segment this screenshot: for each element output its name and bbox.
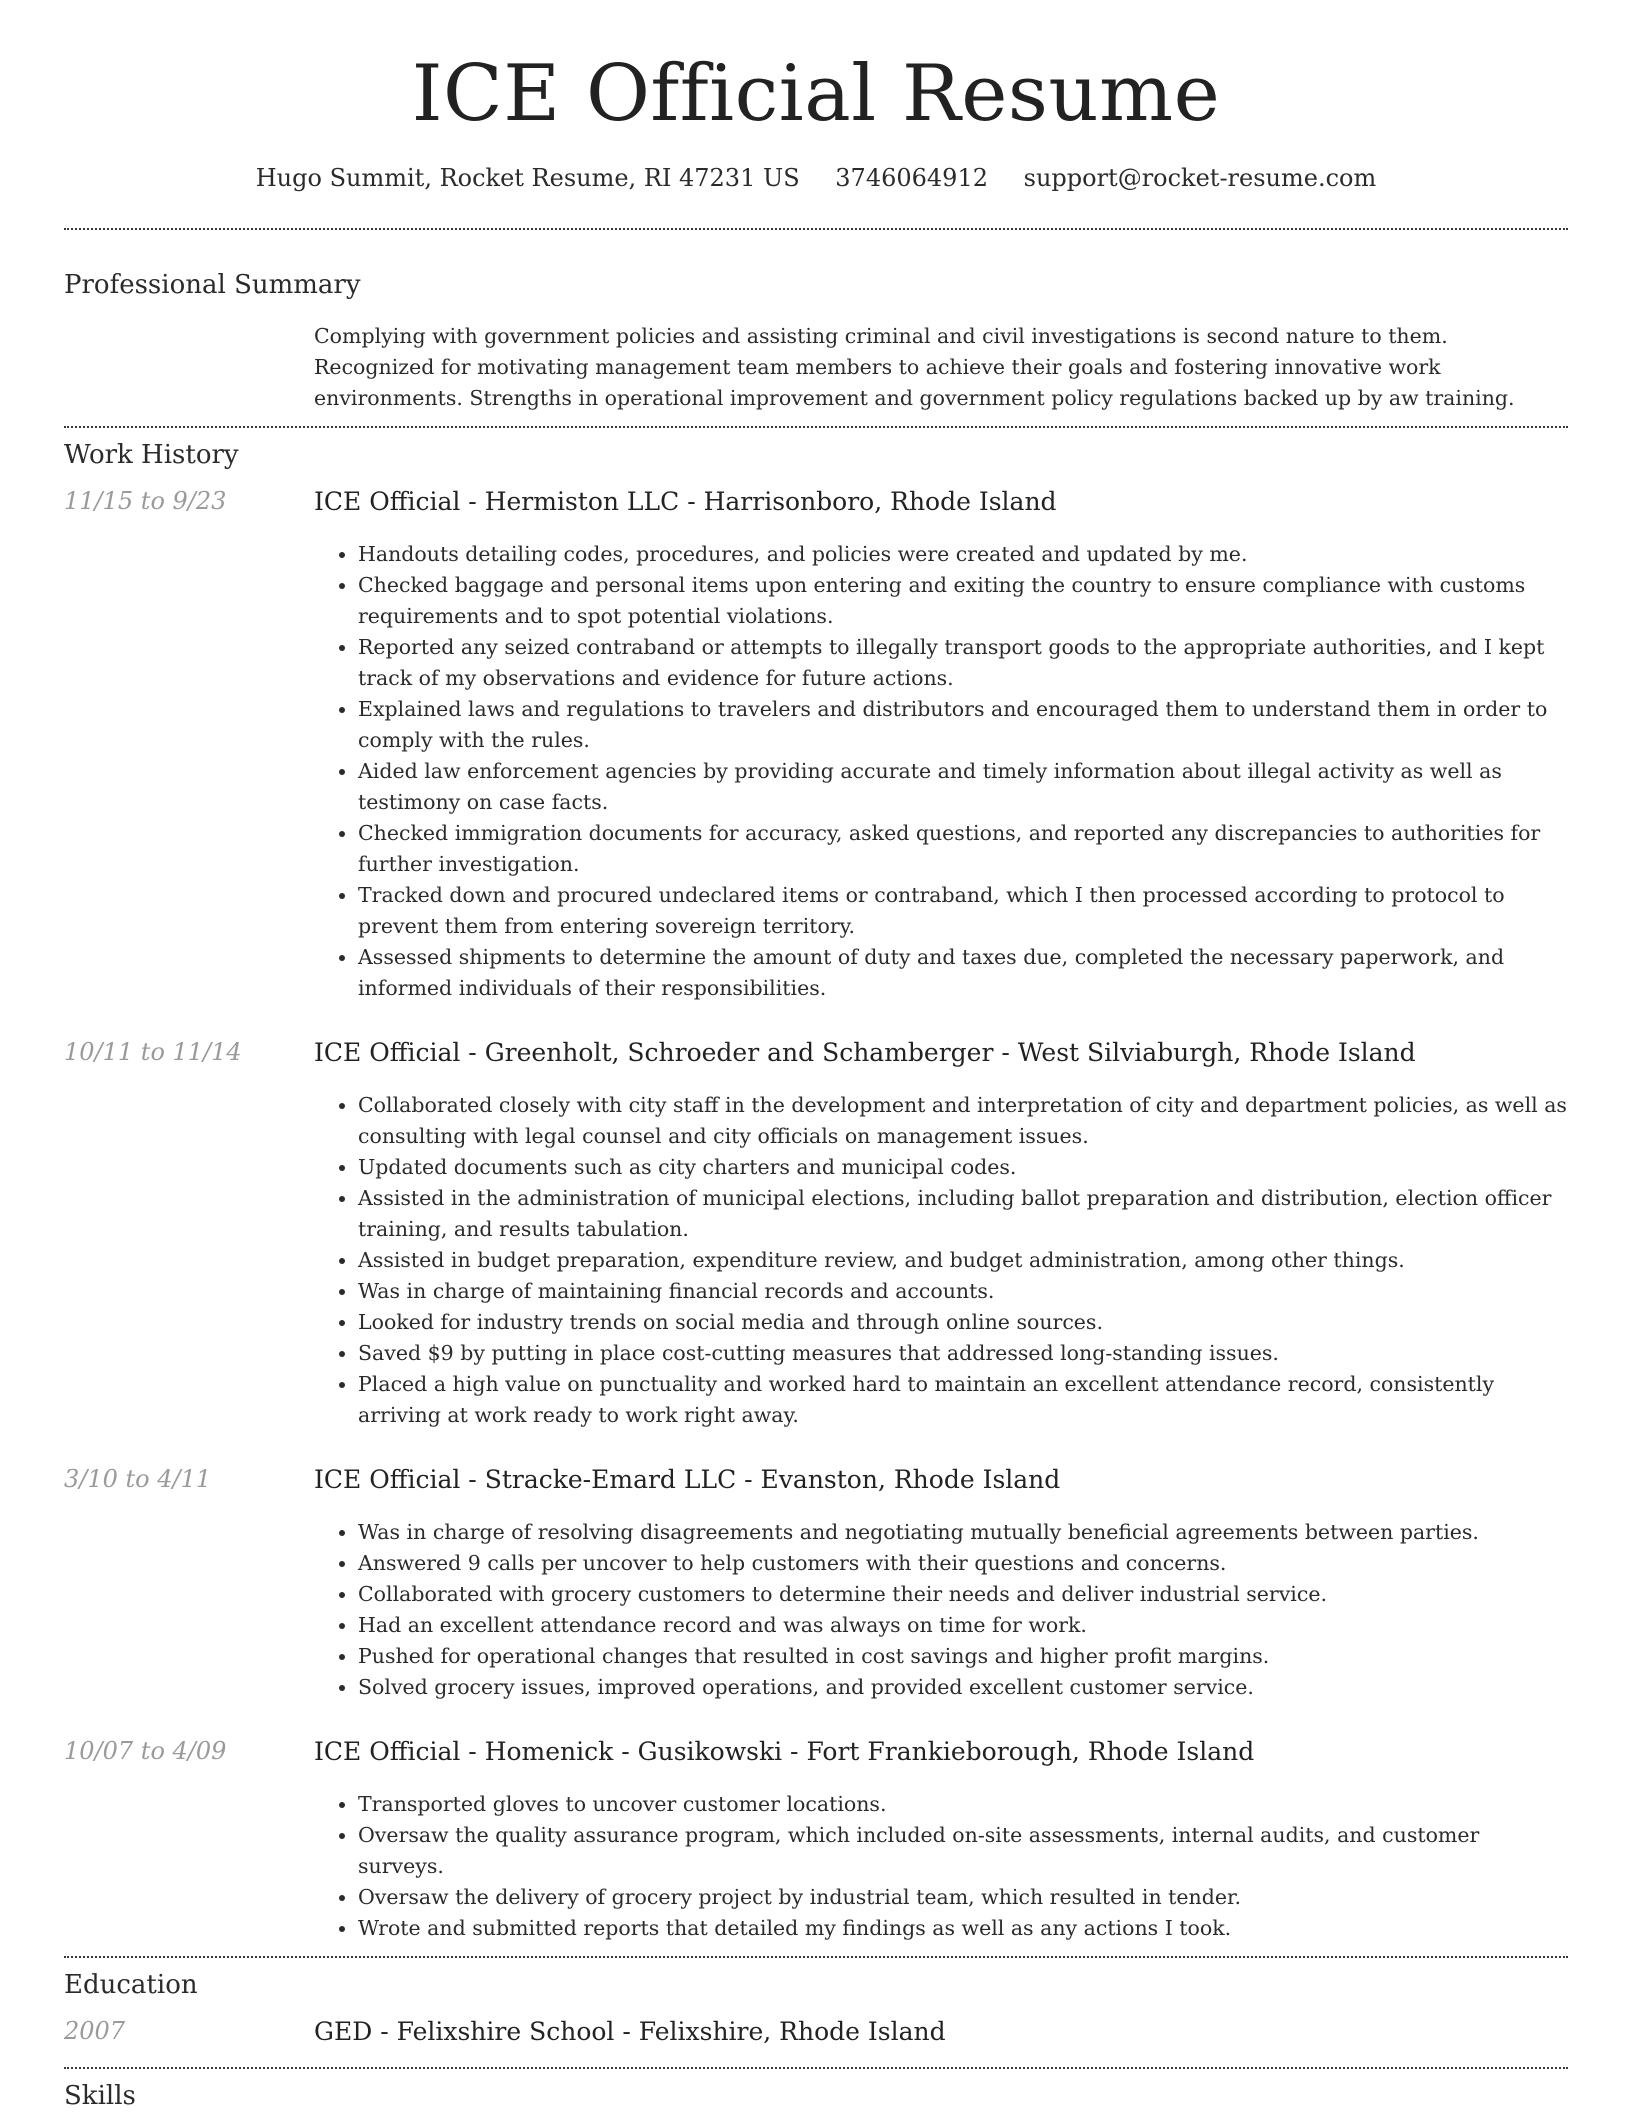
contact-email: support@rocket-resume.com <box>1023 163 1377 192</box>
contact-line <box>64 164 1568 192</box>
duty-item: • Assisted in the administration of municipal elections, including ballot preparation and distribution, election officer training, and results tabulation. <box>358 1183 1568 1245</box>
duty-item: • Placed a high value on punctuality and worked hard to maintain an excellent attendance record, consistently arriving at work ready to work right away. <box>358 1369 1568 1431</box>
duty-item: • Updated documents such as city charters and municipal codes. <box>358 1152 1568 1183</box>
education-heading: Education <box>64 1970 198 2001</box>
duty-item: • Reported any seized contraband or attempts to illegally transport goods to the appropriate authorities, and I kept track of my observations and evidence for future actions. <box>358 632 1568 694</box>
work-history-heading: Work History <box>64 439 239 470</box>
job-dates: 10/11 to 11/14 <box>64 1038 242 1067</box>
job-dates: 3/10 to 4/11 <box>64 1465 212 1494</box>
duty-item: • Transported gloves to uncover customer locations. <box>358 1789 1568 1820</box>
job-dates: 11/15 to 9/23 <box>64 487 227 516</box>
duty-item: • Pushed for operational changes that resulted in cost savings and higher profit margins. <box>358 1641 1568 1672</box>
contact-address: Hugo Summit, Rocket Resume, RI 47231 US <box>255 163 800 192</box>
duty-item: • Answered 9 calls per uncover to help customers with their questions and concerns. <box>358 1548 1568 1579</box>
education-title: GED - Felixshire School - Felixshire, Rhode Island <box>314 2017 946 2047</box>
duty-item: • Saved $9 by putting in place cost-cutting measures that addressed long-standing issues. <box>358 1338 1568 1369</box>
duty-item: • Looked for industry trends on social media and through online sources. <box>358 1307 1568 1338</box>
divider <box>64 2067 1568 2069</box>
job-entry <box>64 1038 1568 1431</box>
summary-heading: Professional Summary <box>64 269 361 300</box>
job-duties <box>314 539 1568 1004</box>
duty-item: • Handouts detailing codes, procedures, and policies were created and updated by me. <box>358 539 1568 570</box>
duty-item: • Checked baggage and personal items upon entering and exiting the country to ensure compliance with customs requirements and to spot potential violations. <box>358 570 1568 632</box>
divider <box>64 1956 1568 1958</box>
job-duties <box>314 1789 1568 1944</box>
duty-item: • Oversaw the quality assurance program, which included on-site assessments, internal audits, and customer surveys. <box>358 1820 1568 1882</box>
duty-item: • Assessed shipments to determine the amount of duty and taxes due, completed the necessary paperwork, and informed individuals of their responsibilities. <box>358 942 1568 1004</box>
job-duties <box>314 1090 1568 1431</box>
duty-item: • Had an excellent attendance record and was always on time for work. <box>358 1610 1568 1641</box>
duty-item: • Aided law enforcement agencies by providing accurate and timely information about illegal activity as well as testimony on case facts. <box>358 756 1568 818</box>
job-title: ICE Official - Hermiston LLC - Harrisonboro, Rhode Island <box>314 487 1057 517</box>
duty-item: • Tracked down and procured undeclared items or contraband, which I then processed according to protocol to prevent them from entering sovereign territory. <box>358 880 1568 942</box>
duty-item: • Explained laws and regulations to travelers and distributors and encouraged them to understand them in order to comply with the rules. <box>358 694 1568 756</box>
job-title: ICE Official - Stracke-Emard LLC - Evanston, Rhode Island <box>314 1465 1061 1495</box>
duty-item: • Oversaw the delivery of grocery project by industrial team, which resulted in tender. <box>358 1882 1568 1913</box>
job-title: ICE Official - Homenick - Gusikowski - Fort Frankieborough, Rhode Island <box>314 1737 1255 1767</box>
contact-phone: 3746064912 <box>835 163 988 192</box>
job-dates: 10/07 to 4/09 <box>64 1737 227 1766</box>
job-entry <box>64 487 1568 1004</box>
resume-title: ICE Official Resume <box>411 49 1221 139</box>
duty-item: • Assisted in budget preparation, expenditure review, and budget administration, among other things. <box>358 1245 1568 1276</box>
divider <box>64 228 1568 230</box>
skills-heading: Skills <box>64 2081 136 2112</box>
education-entry <box>64 2017 1568 2047</box>
duty-item: • Collaborated with grocery customers to determine their needs and deliver industrial service. <box>358 1579 1568 1610</box>
job-entry <box>64 1737 1568 1944</box>
job-entry <box>64 1465 1568 1703</box>
duty-item: • Wrote and submitted reports that detailed my findings as well as any actions I took. <box>358 1913 1568 1944</box>
job-duties <box>314 1517 1568 1703</box>
summary-text: Complying with government policies and assisting criminal and civil investigations is second nature to them. Recognized for motivating management team members to achieve their goals and fostering innovative work environments. Strengths in operational improvement and government policy regulations backed up by aw training. <box>314 323 1515 410</box>
duty-item: • Was in charge of maintaining financial records and accounts. <box>358 1276 1568 1307</box>
duty-item: • Was in charge of resolving disagreements and negotiating mutually beneficial agreements between parties. <box>358 1517 1568 1548</box>
duty-item: • Collaborated closely with city staff in the development and interpretation of city and department policies, as well as consulting with legal counsel and city officials on management issues. <box>358 1090 1568 1152</box>
job-title: ICE Official - Greenholt, Schroeder and Schamberger - West Silviaburgh, Rhode Island <box>314 1038 1416 1068</box>
duty-item: • Solved grocery issues, improved operations, and provided excellent customer service. <box>358 1672 1568 1703</box>
education-year: 2007 <box>64 2017 126 2046</box>
duty-item: • Checked immigration documents for accuracy, asked questions, and reported any discrepancies to authorities for further investigation. <box>358 818 1568 880</box>
summary-row <box>64 321 1568 414</box>
divider <box>64 426 1568 428</box>
